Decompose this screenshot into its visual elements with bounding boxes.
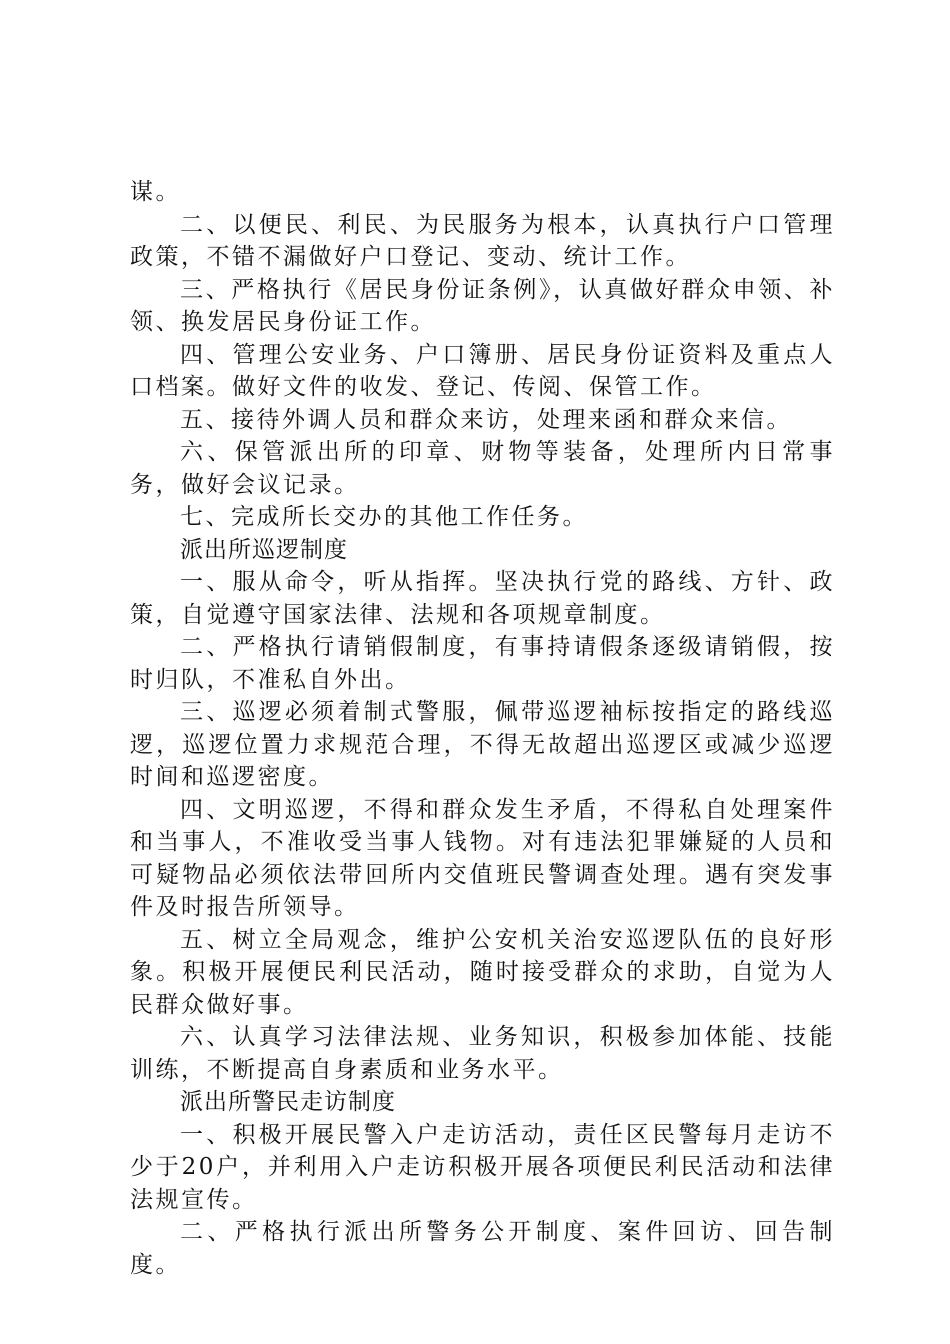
paragraph-patrol-2: 二、严格执行请销假制度，有事持请假条逐级请销假，按时归队，不准私自外出。	[130, 634, 835, 693]
paragraph-visit-2: 二、严格执行派出所警务公开制度、案件回访、回告制度。	[130, 1219, 835, 1278]
section-heading-patrol: 派出所巡逻制度	[180, 536, 348, 563]
paragraph-patrol-3: 三、巡逻必须着制式警服，佩带巡逻袖标按指定的路线巡逻，巡逻位置力求规范合理，不得无故超出巡逻区或减少巡逻时间和巡逻密度。	[130, 699, 835, 790]
paragraph-patrol-4: 四、文明巡逻，不得和群众发生矛盾，不得私自处理案件和当事人，不准收受当事人钱物。对有违法犯罪嫌疑的人员和可疑物品必须依法带回所内交值班民警调查处理。遇有突发事件及时报告所领导。	[130, 796, 835, 920]
paragraph-item-7: 七、完成所长交办的其他工作任务。	[180, 504, 588, 530]
paragraph-item-2: 二、以便民、利民、为民服务为根本，认真执行户口管理政策，不错不漏做好户口登记、变动、统计工作。	[130, 211, 835, 270]
paragraph-patrol-5: 五、树立全局观念，维护公安机关治安巡逻队伍的良好形象。积极开展便民利民活动，随时接受群众的求助，自觉为人民群众做好事。	[130, 926, 835, 1018]
section-heading-visit: 派出所警民走访制度	[180, 1089, 396, 1115]
paragraph-patrol-6: 六、认真学习法律法规、业务知识，积极参加体能、技能训练，不断提高自身素质和业务水平。	[130, 1024, 835, 1083]
paragraph-item-3: 三、严格执行《居民身份证条例》，认真做好群众申领、补领、换发居民身份证工作。	[130, 276, 835, 335]
paragraph-item-6: 六、保管派出所的印章、财物等装备，处理所内日常事务，做好会议记录。	[130, 439, 835, 498]
paragraph-item-4: 四、管理公安业务、户口簿册、居民身份证资料及重点人口档案。做好文件的收发、登记、传阅、保管工作。	[130, 341, 835, 400]
paragraph-item-5: 五、接待外调人员和群众来访，处理来函和群众来信。	[180, 406, 792, 433]
paragraph-continuation: 谋。	[130, 179, 181, 205]
document-body	[130, 176, 835, 1281]
paragraph-visit-1: 一、积极开展民警入户走访活动，责任区民警每月走访不少于20户，并利用入户走访积极开展各项便民利民活动和法律法规宣传。	[130, 1121, 835, 1213]
paragraph-patrol-1: 一、服从命令，听从指挥。坚决执行党的路线、方针、政策，自觉遵守国家法律、法规和各项规章制度。	[130, 569, 835, 628]
